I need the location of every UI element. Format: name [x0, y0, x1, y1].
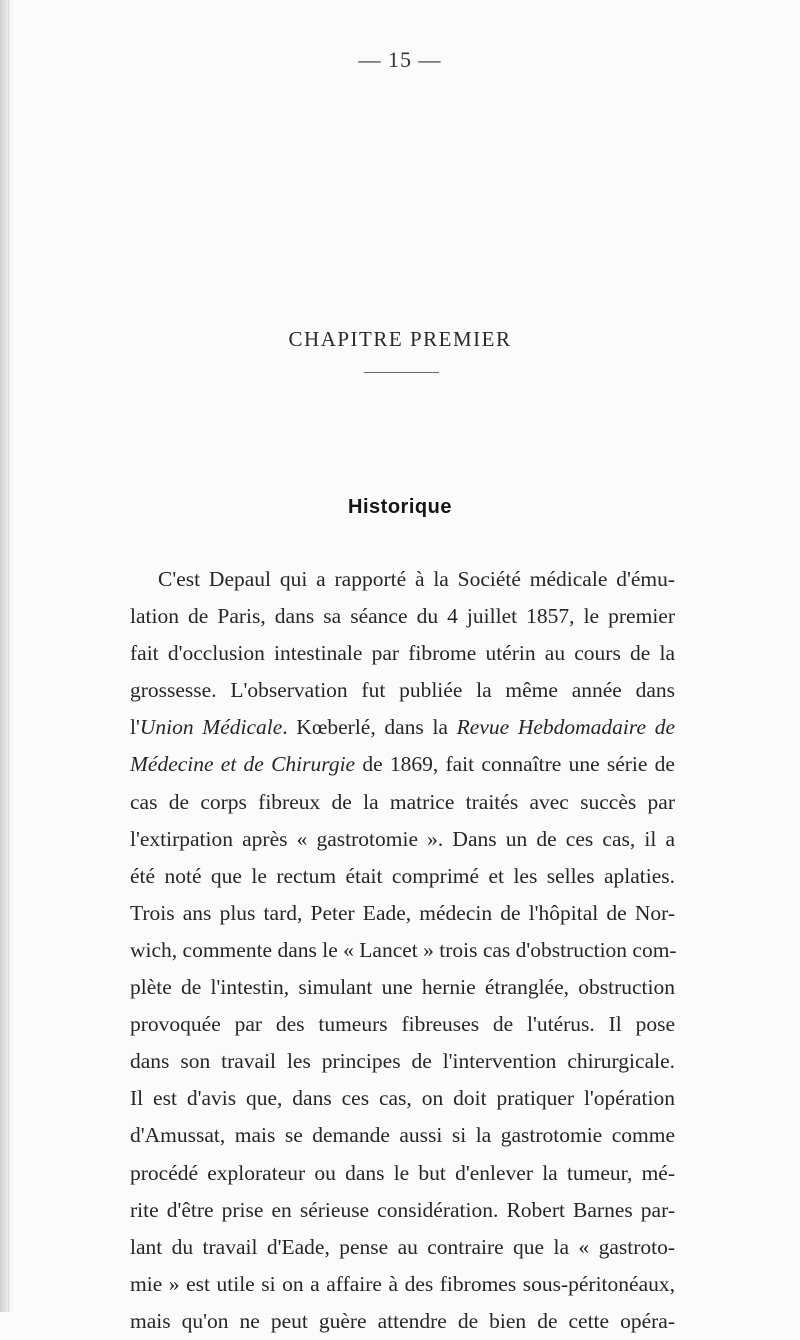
text-line	[130, 746, 675, 783]
chapter-heading: CHAPITRE PREMIER	[288, 327, 512, 351]
text-line	[130, 895, 675, 932]
italic-title-text: Médecine et de Chirurgie	[130, 752, 356, 777]
text-line	[130, 1266, 675, 1303]
text-run: l'	[130, 715, 140, 740]
text-run: lant du travail d'Eade, pense au contraire que la « gastroto-	[130, 1234, 675, 1259]
text-line	[130, 709, 675, 746]
text-run: de 1869, fait connaître une série de	[355, 752, 675, 777]
text-run: mais qu'on ne peut guère attendre de bien de cette opéra-	[130, 1308, 675, 1333]
text-run: Trois ans plus tard, Peter Eade, médecin de l'hôpital de Nor-	[130, 900, 675, 925]
text-line	[130, 1155, 675, 1192]
text-run: mie » est utile si on a affaire à des fibromes sous-péritonéaux,	[130, 1271, 675, 1296]
text-run: l'extirpation après « gastrotomie ». Dans un de ces cas, il a	[130, 826, 675, 851]
text-line	[130, 1117, 675, 1154]
text-line	[130, 821, 675, 858]
italic-title-text: Union Médicale	[139, 715, 283, 740]
text-run: fait d'occlusion intestinale par fibrome utérin au cours de la	[130, 641, 675, 666]
text-line	[130, 1080, 675, 1117]
page-number: — 15 —	[358, 47, 442, 72]
text-line	[130, 1303, 675, 1340]
text-line	[130, 561, 675, 598]
chapter-divider-rule	[364, 372, 439, 373]
text-line	[130, 932, 675, 969]
text-run: rite d'être prise en sérieuse considération. Robert Barnes par-	[130, 1197, 675, 1222]
text-run: dans son travail les principes de l'intervention chirurgicale.	[130, 1049, 675, 1074]
text-line	[130, 598, 675, 635]
text-run: d'Amussat, mais se demande aussi si la gastrotomie comme	[130, 1123, 675, 1148]
text-run: Il est d'avis que, dans ces cas, on doit pratiquer l'opération	[130, 1086, 675, 1111]
text-line	[130, 858, 675, 895]
text-run: . Kœberlé, dans la	[282, 715, 457, 740]
text-line	[130, 1229, 675, 1266]
text-run: grossesse. L'observation fut publiée la même année dans	[130, 678, 675, 703]
text-run: procédé explorateur ou dans le but d'enlever la tumeur, mé-	[130, 1160, 675, 1185]
text-line	[130, 1043, 675, 1080]
text-run: wich, commente dans le « Lancet » trois cas d'obstruction com-	[130, 937, 677, 962]
text-line	[130, 672, 675, 709]
text-run: provoquée par des tumeurs fibreuses de l'utérus. Il pose	[130, 1012, 675, 1037]
text-line	[130, 635, 675, 672]
body-paragraph	[130, 561, 675, 1340]
section-title: Historique	[348, 496, 452, 518]
text-run: C'est Depaul qui a rapporté à la Société médicale d'ému-	[158, 567, 675, 591]
text-run: lation de Paris, dans sa séance du 4 juillet 1857, le premier	[130, 604, 675, 629]
italic-title-text: Revue Hebdomadaire de	[456, 715, 675, 740]
page-binding-edge	[8, 0, 9, 1312]
text-line	[130, 1192, 675, 1229]
text-line	[130, 784, 675, 821]
text-line	[130, 1006, 675, 1043]
text-line	[130, 969, 675, 1006]
text-run: cas de corps fibreux de la matrice traités avec succès par	[130, 789, 675, 814]
page-binding-shadow	[0, 0, 14, 1312]
text-run: plète de l'intestin, simulant une hernie étranglée, obstruction	[130, 975, 675, 1000]
text-run: été noté que le rectum était comprimé et les selles aplaties.	[130, 863, 675, 888]
